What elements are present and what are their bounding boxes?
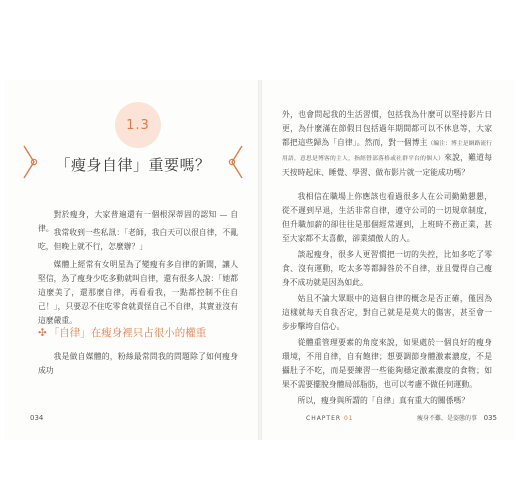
book-gutter (258, 80, 262, 440)
paragraph-weight-factors: 從體重管理要素的角度來說，如果處於一個良好的瘦身環境，不用自律，自有飽律；想要調節身體激素濃度，不是攝肚子不吃，而是要練習一些能夠穩定激素濃度的食物；如果不需要擺脫身體局部脂肪，也可以考慮不做任何運動。 (282, 338, 492, 389)
right-page (262, 80, 515, 440)
left-page (4, 80, 259, 440)
paragraph-continued-a: 外，也會問起我的生活習慣，包括我為什麼可以堅持影片日更，為什麼滿在節假日包括過年期間都可以不休息等，大家都把這些歸為「自律」。然而，對一個博主 (282, 110, 492, 147)
running-head: 瘦身不難，是姿態的事 (416, 415, 477, 422)
paragraph-4: 我是做自媒體的，粉絲最常問我的問題除了如何瘦身成功 (38, 352, 238, 375)
paragraph-1: 對於瘦身，大家普遍還有一個根深蒂固的認知 — 自律。 (38, 210, 238, 233)
chapter-word: CHAPTER (306, 415, 342, 422)
paragraph-workplace: 我相信在職場上你應該也看過很多人在公司勤勤懇懇，從不遲到早退，生活非常自律，遵守公司的一切規章制度，但升職加薪的卻往往是那個經常遲到，上班時不務正業，甚至大家都不太喜歡，卻業績傲人的人。 (282, 192, 492, 243)
left-page-number: 034 (30, 414, 44, 422)
paragraph-2: 我常收到一些私訊：「老師，我白天可以很自律，不亂吃，但晚上就不行，怎麼辦？」 (38, 228, 238, 251)
chapter-number: 1.3 (126, 117, 150, 133)
paragraph-3: 媒體上經常有女明星為了變瘦有多自律的新聞，讓人堅信，為了瘦身少吃多動就叫自律，還有很多人說：「她都這麼美了，還那麼自律，再看看我，一點都控制不住自己！」，只要忍不住吃零食就責怪自己不自律，其實並沒有這麼嚴重。 (38, 260, 238, 325)
paragraph-question: 所以，瘦身與所謂的「自律」真有重大的關係嗎？ (297, 396, 470, 405)
paragraph-self-denial: 姑且不論大眾眼中的這個自律的概念是否正確，僅因為這樣就每天自我否定，對自己就是是莫大的傷害，甚至會一步步擊垮自信心。 (282, 294, 492, 331)
paragraph-continued-b: 來說，難道每天按時起床、睡覺、學習、做布影片就一定能成功嗎？ (282, 153, 492, 177)
paragraph-continued (282, 108, 492, 180)
right-title-ornament-icon (228, 142, 244, 182)
editor-note: （編注：博主是網路流行用語，意思是博客的主人，指經營部落格或社群平台的個人） (282, 141, 492, 162)
right-page-number: 035 (483, 414, 497, 422)
chapter-footer-label (306, 415, 354, 422)
subheading-text: 「自律」在瘦身裡只占很小的權重 (48, 327, 207, 339)
section-title: 「瘦身自律」重要嗎？ (55, 156, 211, 174)
section-title-row (22, 142, 244, 186)
subheading (38, 325, 248, 340)
chapter-footer-number: 01 (343, 415, 354, 422)
paragraph-discipline: 談起瘦身，很多人更習慣把一切的失控，比如多吃了零食、沒有運動，吃太多等都歸咎於不自律，並且覺得自己瘦身不成功就是因為如此。 (282, 250, 492, 287)
flower-bullet-icon: ✣ (38, 327, 47, 339)
